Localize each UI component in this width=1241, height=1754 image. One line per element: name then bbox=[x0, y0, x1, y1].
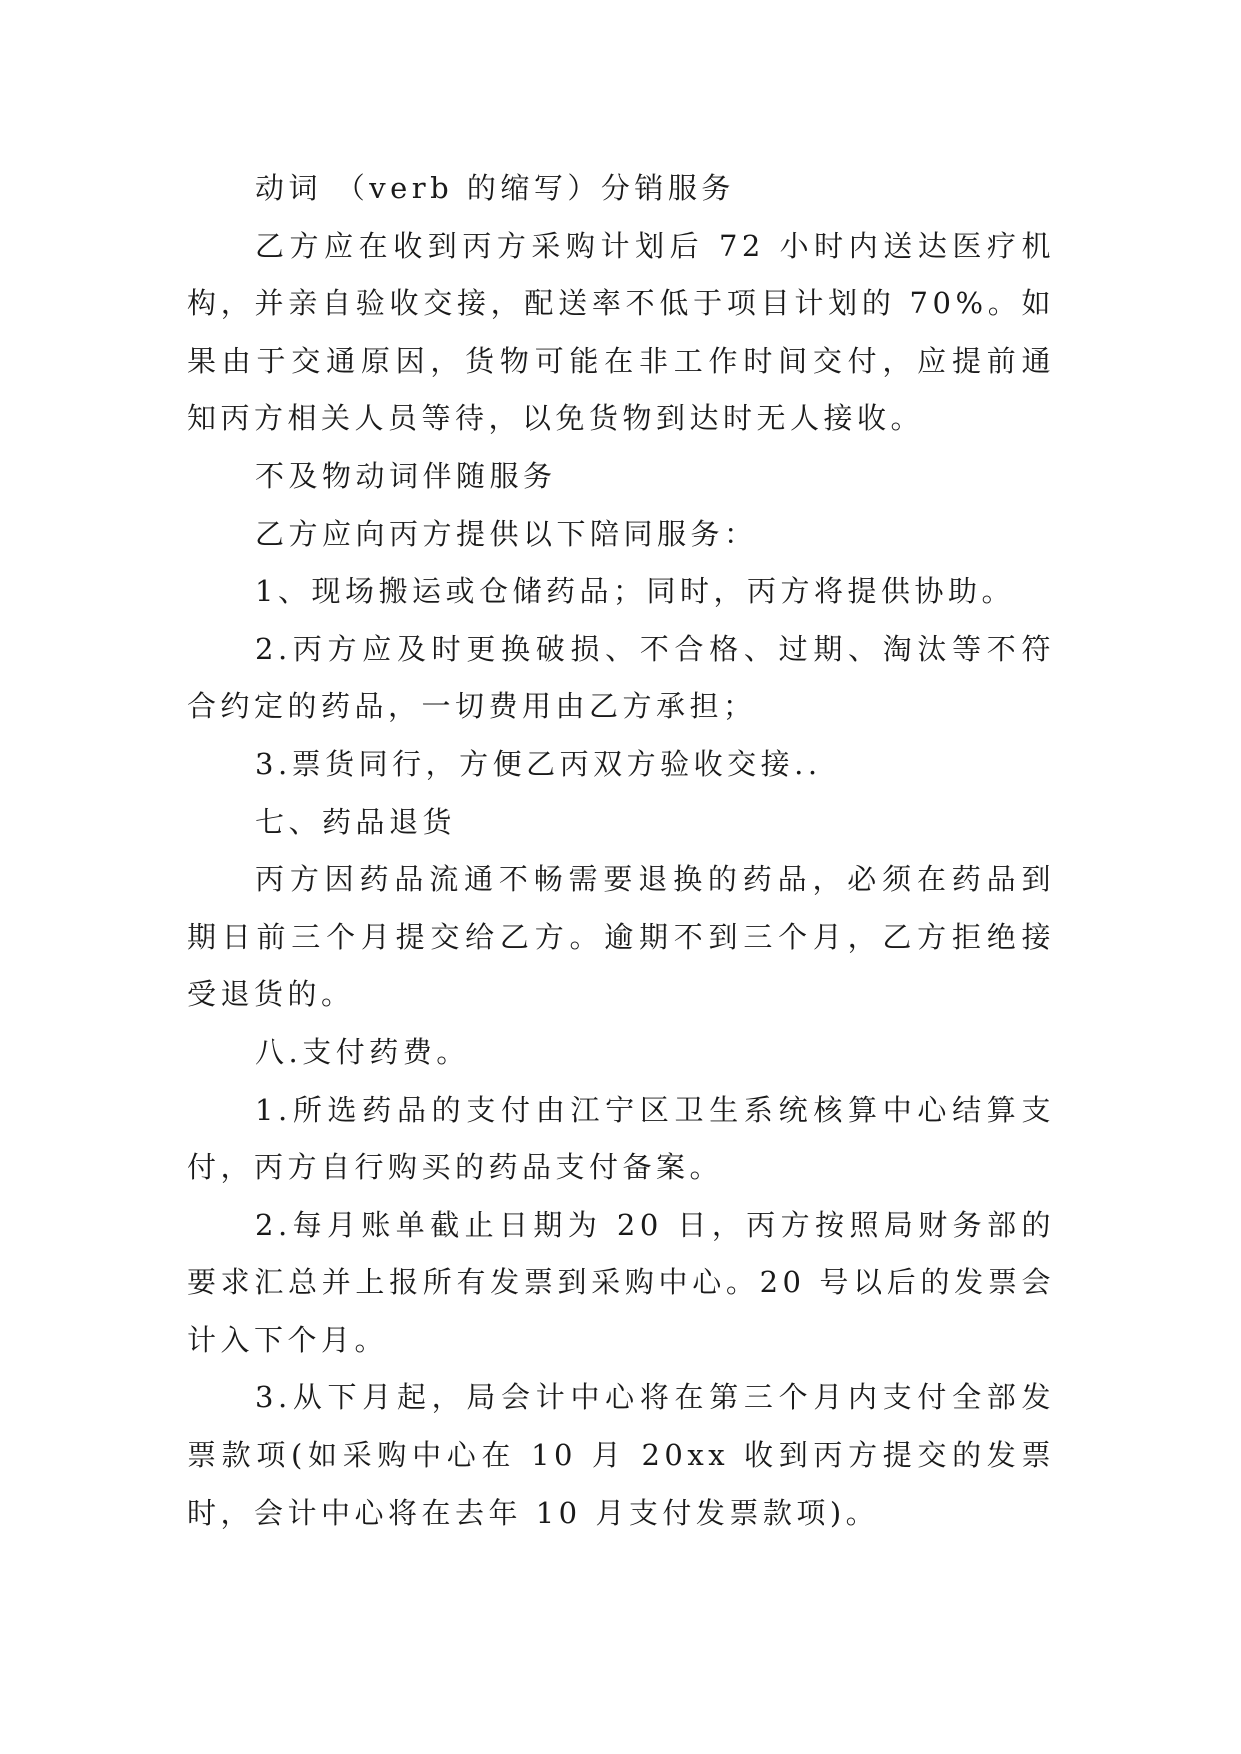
paragraph-accompanying-heading: 不及物动词伴随服务 bbox=[255, 458, 557, 493]
paragraph-payment-2: 2.每月账单截止日期为 20 日，丙方按照局财务部的要求汇总并上报所有发票到采购中心。20 号以后的发票会计入下个月。 bbox=[187, 1207, 1055, 1357]
paragraph-item-2: 2.丙方应及时更换破损、不合格、过期、淘汰等不符合约定的药品，一切费用由乙方承担； bbox=[187, 631, 1055, 724]
paragraph-distribution-heading: 动词 （verb 的缩写）分销服务 bbox=[255, 171, 735, 205]
paragraph-returns-terms: 丙方因药品流通不畅需要退换的药品，必须在药品到期日前三个月提交给乙方。逾期不到三个月，乙方拒绝接受退货的。 bbox=[187, 862, 1055, 1012]
document-body bbox=[187, 160, 1055, 1542]
paragraph-accompanying-intro: 乙方应向丙方提供以下陪同服务： bbox=[255, 516, 758, 551]
paragraph-delivery-terms: 乙方应在收到丙方采购计划后 72 小时内送达医疗机构，并亲自验收交接，配送率不低于项目计划的 70%。如果由于交通原因，货物可能在非工作时间交付，应提前通知丙方相关人员等待，以免货物到达时无人接收。 bbox=[187, 228, 1055, 436]
section-heading-returns: 七、药品退货 bbox=[255, 804, 457, 839]
paragraph-payment-3: 3.从下月起，局会计中心将在第三个月内支付全部发票款项(如采购中心在 10 月 20xx 收到丙方提交的发票时，会计中心将在去年 10 月支付发票款项)。 bbox=[187, 1380, 1055, 1530]
paragraph-payment-1: 1.所选药品的支付由江宁区卫生系统核算中心结算支付，丙方自行购买的药品支付备案。 bbox=[187, 1092, 1055, 1185]
paragraph-item-1: 1、现场搬运或仓储药品；同时，丙方将提供协助。 bbox=[255, 574, 1015, 609]
paragraph-item-3: 3.票货同行，方便乙丙双方验收交接.. bbox=[255, 746, 822, 781]
section-heading-payment: 八.支付药费。 bbox=[255, 1034, 470, 1069]
